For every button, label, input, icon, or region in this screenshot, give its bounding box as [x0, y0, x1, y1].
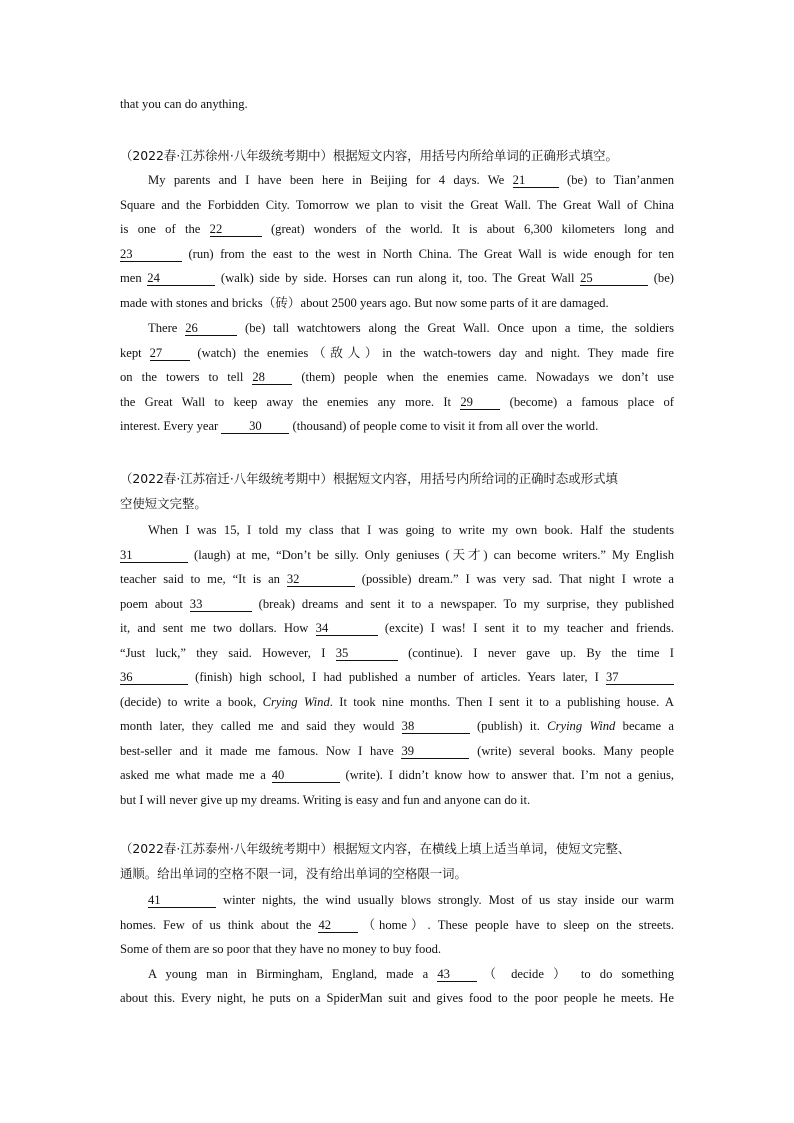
answer-blank[interactable]: 34 [316, 621, 378, 636]
paragraph-line: homes. Few of us think about the 42 （home）. These people have to sleep on the streets. [120, 917, 674, 932]
paragraph-line: poem about 33 (break) dreams and sent it to a newspaper. To my surprise, they published [120, 596, 674, 611]
paragraph-line: asked me what made me a 40 (write). I didn’t know how to answer that. I’m not a genius, [120, 768, 674, 782]
section-heading: （2022春·江苏宿迁·八年级统考期中）根据短文内容，用括号内所给词的正确时态或形式填 [120, 471, 618, 486]
answer-blank[interactable]: 39 [401, 744, 469, 759]
paragraph-line: men 24 (walk) side by side. Horses can run along it, too. The Great Wall 25 (be) [120, 271, 674, 285]
answer-blank[interactable]: 37 [606, 670, 674, 685]
passage-3 [120, 888, 674, 1011]
answer-blank[interactable]: 21 [513, 173, 559, 188]
answer-blank[interactable]: 31 [120, 548, 188, 563]
paragraph-line: is one of the 22 (great) wonders of the world. It is about 6,300 kilometers long and [120, 222, 674, 236]
paragraph-line: 31 (laugh) at me, “Don’t be silly. Only geniuses (天才) can become writers.” My English [120, 547, 674, 562]
paragraph-line: 36 (finish) high school, I had published a number of articles. Years later, I 37 [120, 665, 674, 690]
paragraph-line: on the towers to tell 28 (them) people when the enemies came. Nowadays we don’t use [120, 370, 674, 384]
paragraph-line: the Great Wall to keep away the enemies any more. It 29 (become) a famous place of [120, 394, 674, 409]
section-heading: 空使短文完整。 [120, 496, 207, 511]
answer-blank[interactable]: 27 [150, 346, 190, 361]
answer-blank[interactable]: 36 [120, 670, 188, 685]
paragraph-line: Square and the Forbidden City. Tomorrow we plan to visit the Great Wall. The Great Wall of China [120, 197, 674, 212]
answer-blank[interactable]: 24 [147, 271, 215, 286]
paragraph-line: When I was 15, I told my class that I was going to write my own book. Half the students [148, 523, 674, 537]
paragraph-line: teacher said to me, “It is an 32 (possible) dream.” I was very sad. That night I wrote a [120, 572, 674, 586]
paragraph-line: My parents and I have been here in Beijing for 4 days. We 21 (be) to Tian’anmen [148, 173, 675, 187]
paragraph-line: 41 winter nights, the wind usually blows strongly. Most of us stay inside our warm [148, 893, 674, 907]
paragraph-line: best-seller and it made me famous. Now I have 39 (write) several books. Many people [120, 743, 674, 758]
section-heading: （2022春·江苏徐州·八年级统考期中）根据短文内容，用括号内所给单词的正确形式填空。 [120, 148, 618, 163]
paragraph-line: A young man in Birmingham, England, made a 43 （ decide ） to do something [148, 966, 674, 981]
answer-blank[interactable]: 33 [190, 597, 252, 612]
answer-blank[interactable]: 25 [580, 271, 648, 286]
answer-blank[interactable]: 41 [148, 893, 216, 908]
paragraph-line: (decide) to write a book, Crying Wind. It took nine months. Then I sent it to a publishing house. A [120, 694, 674, 709]
passage-1 [120, 168, 674, 315]
paragraph-line: but I will never give up my dreams. Writing is easy and fun and anyone can do it. [120, 792, 531, 807]
answer-blank[interactable]: 32 [287, 572, 355, 587]
paragraph-line: it, and sent me two dollars. How 34 (excite) I was! I sent it to my teacher and friends. [120, 621, 675, 635]
paragraph-line: interest. Every year 30 (thousand) of people come to visit it from all over the world. [120, 419, 599, 433]
section-heading: 通顺。给出单词的空格不限一词，没有给出单词的空格限一词。 [120, 866, 467, 881]
answer-blank[interactable]: 22 [210, 222, 262, 237]
answer-blank[interactable]: 42 [318, 918, 358, 933]
paragraph-line: month later, they called me and said they would 38 (publish) it. Crying Wind became a [120, 719, 674, 733]
paragraph-line: made with stones and bricks（砖）about 2500 years ago. But now some parts of it are damaged. [120, 295, 609, 310]
paragraph-line: Some of them are so poor that they have no money to buy food. [120, 942, 442, 956]
answer-blank[interactable]: 38 [402, 719, 470, 734]
paragraph-line: kept 27 (watch) the enemies（敌人）in the watch-towers day and night. They made fire [120, 345, 674, 360]
answer-blank[interactable]: 29 [460, 395, 500, 410]
answer-blank[interactable]: 28 [252, 370, 292, 385]
paragraph-line: about this. Every night, he puts on a SpiderMan suit and gives food to the poor people he meets. He [120, 991, 674, 1005]
answer-blank[interactable]: 40 [272, 768, 340, 783]
answer-blank[interactable]: 30 [221, 419, 289, 434]
passage-1b [120, 316, 674, 439]
paragraph-line: “Just luck,” they said. However, I 35 (continue). I never gave up. By the time I [120, 645, 674, 660]
paragraph-line: 23 (run) from the east to the west in North China. The Great Wall is wide enough for ten [120, 246, 674, 261]
answer-blank[interactable]: 35 [336, 646, 398, 661]
passage-2 [120, 518, 674, 812]
answer-blank[interactable]: 23 [120, 247, 182, 262]
paragraph-line: that you can do anything. [120, 97, 248, 111]
answer-blank[interactable]: 43 [437, 967, 477, 982]
paragraph-line: There 26 (be) tall watchtowers along the Great Wall. Once upon a time, the soldiers [148, 321, 674, 335]
section-heading: （2022春·江苏泰州·八年级统考期中）根据短文内容，在横线上填上适当单词，使短文完整、 [120, 841, 631, 856]
answer-blank[interactable]: 26 [185, 321, 237, 336]
